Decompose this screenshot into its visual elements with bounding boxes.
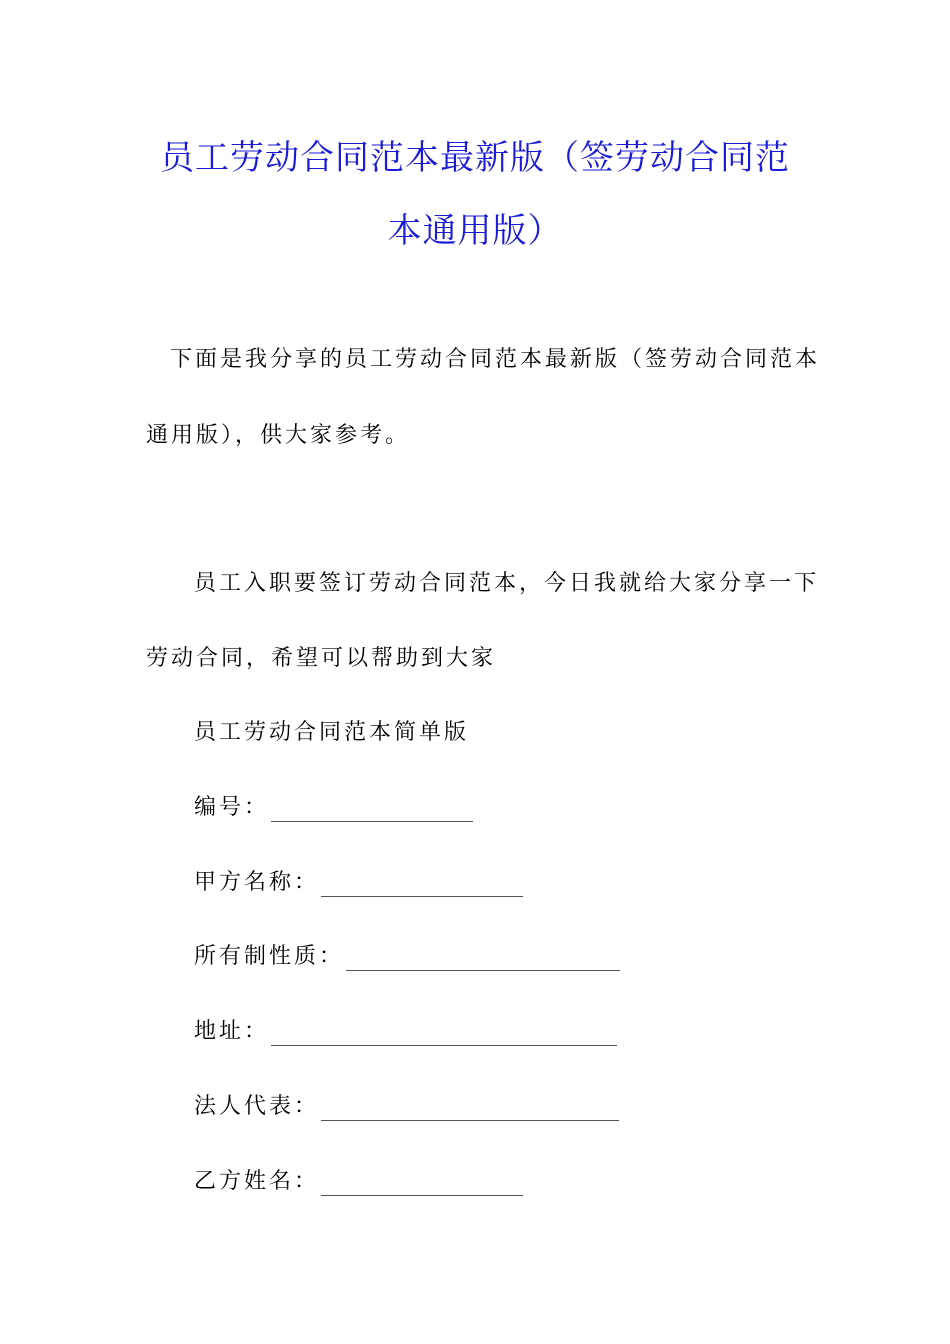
- section-subtitle: 员工劳动合同范本简单版: [194, 720, 470, 745]
- document-title-line-2: 本通用版）: [387, 211, 563, 251]
- field-label: 编号：: [194, 795, 270, 820]
- field-legal-representative: [194, 1093, 619, 1121]
- field-label: 法人代表：: [194, 1094, 320, 1119]
- paragraph-line-2: 劳动合同，希望可以帮助到大家: [146, 646, 497, 671]
- field-ownership-type: [194, 943, 620, 971]
- field-label: 地址：: [194, 1019, 270, 1044]
- intro-line-2: 通用版），供大家参考。: [146, 423, 411, 448]
- fill-in-blank: [321, 876, 523, 897]
- field-number: [194, 794, 473, 822]
- field-label: 甲方名称：: [194, 870, 320, 895]
- fill-in-blank: [346, 950, 620, 971]
- field-party-b-name: [194, 1168, 523, 1196]
- field-label: 乙方姓名：: [194, 1169, 320, 1194]
- fill-in-blank: [271, 1025, 617, 1046]
- field-party-a-name: [194, 869, 523, 897]
- fill-in-blank: [271, 801, 473, 822]
- document-title-line-1: 员工劳动合同范本最新版（签劳动合同范: [160, 138, 790, 178]
- fill-in-blank: [321, 1175, 523, 1196]
- field-address: [194, 1018, 617, 1046]
- paragraph-line-1: 员工入职要签订劳动合同范本，今日我就给大家分享一下: [194, 571, 820, 596]
- fill-in-blank: [321, 1100, 619, 1121]
- intro-line-1: 下面是我分享的员工劳动合同范本最新版（签劳动合同范本: [170, 347, 821, 372]
- field-label: 所有制性质：: [194, 944, 345, 969]
